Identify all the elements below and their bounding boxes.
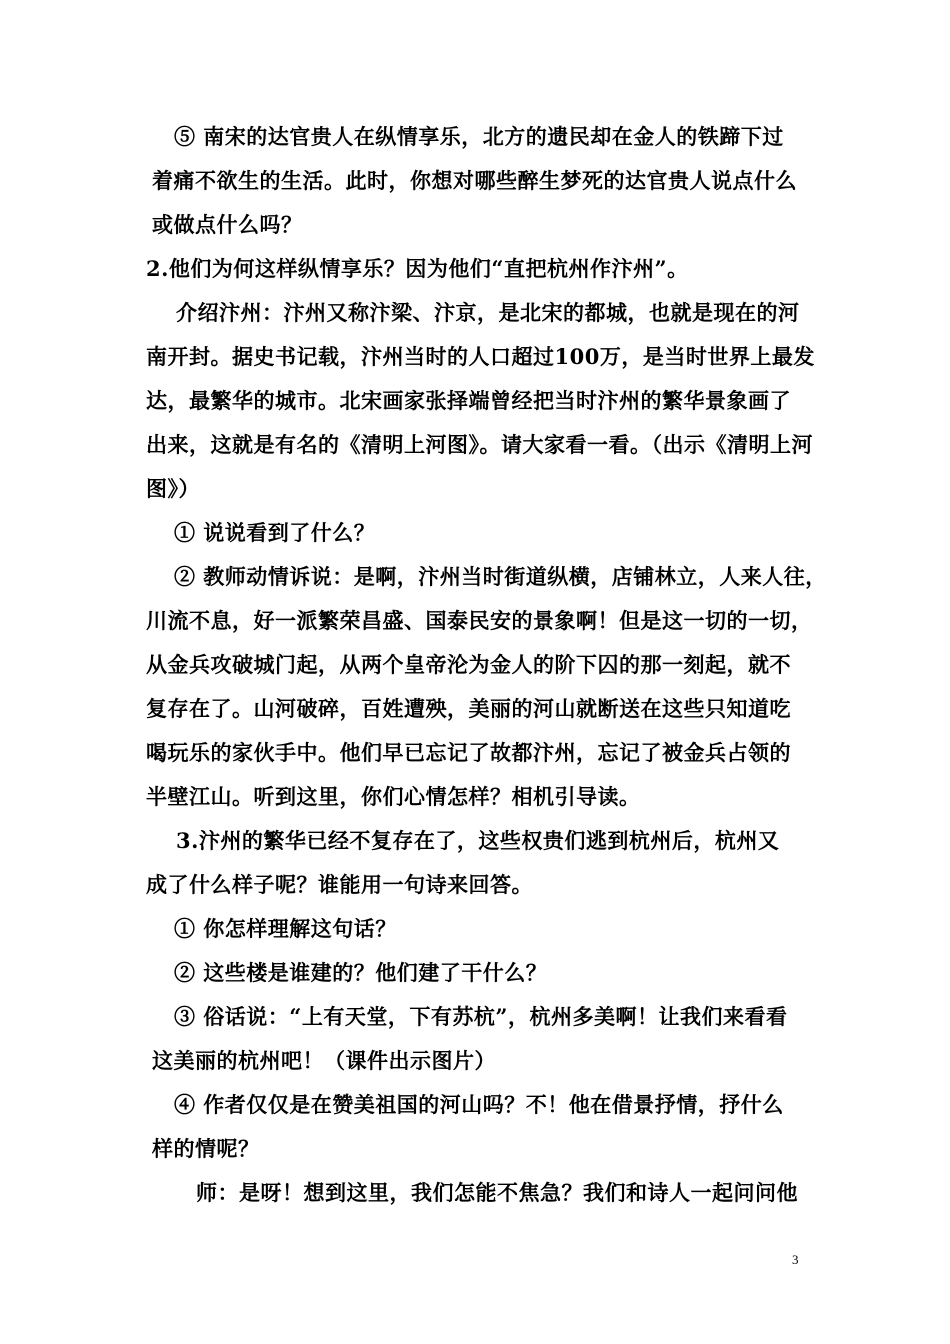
text-line-10: ① 说说看到了什么？ — [174, 520, 376, 545]
text-line-19: ① 你怎样理解这句话？ — [174, 916, 397, 941]
text-line-2: 着痛不欲生的生活。此时，你想对哪些醉生梦死的达官贵人说点什么 — [152, 168, 797, 193]
text-line-16: 半壁江山。听到这里，你们心情怎样？相机引导读。 — [146, 784, 641, 809]
text-line-20: ② 这些楼是谁建的？他们建了干什么？ — [174, 960, 548, 985]
text-line-13: 从金兵攻破城门起，从两个皇帝沦为金人的阶下囚的那一刻起，就不 — [146, 652, 791, 677]
text-line-5: 介绍汴州：汴州又称汴梁、汴京，是北宋的都城，也就是现在的河 — [176, 300, 800, 325]
text-line-22: 这美丽的杭州吧！（课件出示图片） — [152, 1048, 496, 1073]
text-line-21: ③ 俗话说：“上有天堂，下有苏杭”，杭州多美啊！让我们来看看 — [174, 1004, 788, 1029]
text-line-24: 样的情呢？ — [152, 1136, 260, 1161]
text-line-15: 喝玩乐的家伙手中。他们早已忘记了故都汴州，忘记了被金兵占领的 — [146, 740, 791, 765]
text-line-4: 2.他们为何这样纵情享乐？因为他们“直把杭州作汴州”。 — [146, 256, 689, 281]
text-line-9: 图》） — [146, 476, 200, 501]
page-number: 3 — [792, 1252, 799, 1267]
text-line-14: 复存在了。山河破碎，百姓遭殃，美丽的河山就断送在这些只知道吃 — [146, 696, 791, 721]
text-line-6: 南开封。据史书记载，汴州当时的人口超过100万，是当时世界上最发 — [146, 344, 815, 369]
text-line-11: ② 教师动情诉说：是啊，汴州当时街道纵横，店铺林立，人来人往， — [174, 564, 827, 589]
text-line-8: 出来，这就是有名的《清明上河图》。请大家看一看。（出示《清明上河 — [146, 432, 813, 457]
text-line-25: 师：是呀！想到这里，我们怎能不焦急？我们和诗人一起问问他 — [196, 1180, 798, 1205]
text-line-7: 达，最繁华的城市。北宋画家张择端曾经把当时汴州的繁华景象画了 — [146, 388, 791, 413]
text-line-1: ⑤ 南宋的达官贵人在纵情享乐，北方的遗民却在金人的铁蹄下过 — [174, 124, 784, 149]
text-line-3: 或做点什么吗？ — [152, 212, 303, 237]
text-line-18: 成了什么样子呢？谁能用一句诗来回答。 — [146, 872, 533, 897]
text-line-23: ④ 作者仅仅是在赞美祖国的河山吗？不！他在借景抒情，抒什么 — [174, 1092, 784, 1117]
text-line-17: 3.汴州的繁华已经不复存在了，这些权贵们逃到杭州后，杭州又 — [176, 828, 780, 853]
text-line-12: 川流不息，好一派繁荣昌盛、国泰民安的景象啊！但是这一切的一切， — [146, 608, 813, 633]
